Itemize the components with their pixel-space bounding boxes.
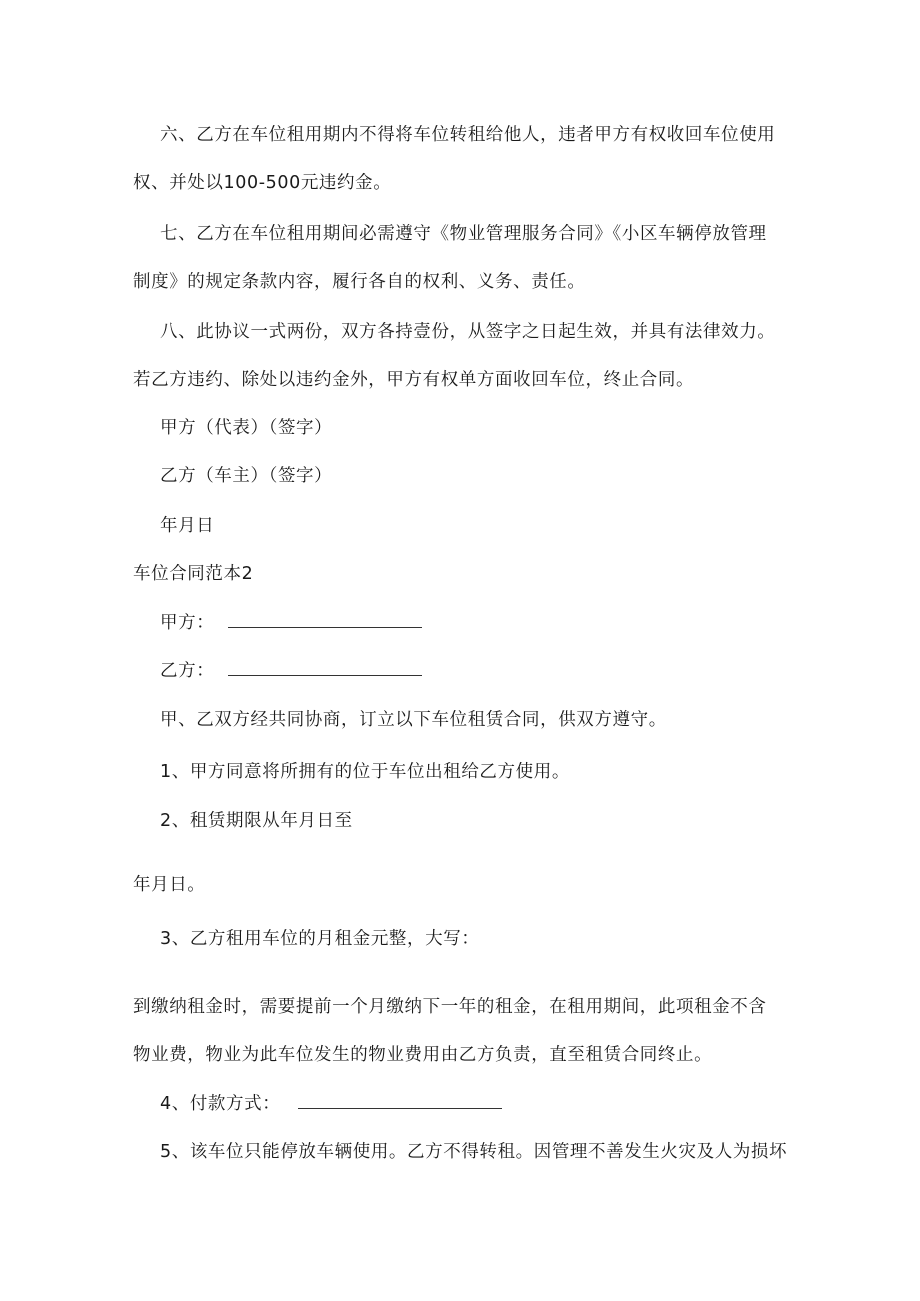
contract-intro: 甲、乙双方经共同协商，订立以下车位租赁合同，供双方遵守。 xyxy=(160,710,667,730)
clause-6-line-2: 权、并处以100-500元违约金。 xyxy=(133,173,392,193)
clause-7-line-2: 制度》的规定条款内容，履行各自的权利、义务、责任。 xyxy=(133,272,586,292)
item-2-continued: 年月日。 xyxy=(133,875,206,895)
party-a-blank xyxy=(228,611,422,628)
party-a-label: 甲方： xyxy=(160,613,215,633)
item-2: 2、租赁期限从年月日至 xyxy=(160,811,353,831)
rent-note-line-2: 物业费，物业为此车位发生的物业费用由乙方负责，直至租赁合同终止。 xyxy=(133,1045,713,1065)
item-3: 3、乙方租用车位的月租金元整，大写： xyxy=(160,929,480,949)
signature-date: 年月日 xyxy=(160,516,215,536)
rent-note-line-1: 到缴纳租金时，需要提前一个月缴纳下一年的租金，在租用期间，此项租金不含 xyxy=(133,997,767,1017)
clause-7-line-1: 七、乙方在车位租用期间必需遵守《物业管理服务合同》《小区车辆停放管理 xyxy=(160,224,767,244)
clause-8-line-2: 若乙方违约、除处以违约金外，甲方有权单方面收回车位，终止合同。 xyxy=(133,370,695,390)
payment-method-blank xyxy=(298,1092,502,1109)
clause-6-line-1: 六、乙方在车位租用期内不得将车位转租给他人，违者甲方有权收回车位使用 xyxy=(160,125,776,145)
signature-party-a: 甲方（代表）（签字） xyxy=(160,418,333,438)
section-title: 车位合同范本2 xyxy=(133,564,254,584)
item-5: 5、该车位只能停放车辆使用。乙方不得转租。因管理不善发生火灾及人为损坏 xyxy=(160,1142,788,1162)
party-b-row xyxy=(160,659,422,683)
signature-party-b: 乙方（车主）（签字） xyxy=(160,466,333,486)
party-a-row xyxy=(160,611,422,635)
item-4-row xyxy=(160,1092,502,1116)
payment-method-label: 4、付款方式： xyxy=(160,1094,281,1114)
item-1: 1、甲方同意将所拥有的位于车位出租给乙方使用。 xyxy=(160,762,570,782)
party-b-label: 乙方： xyxy=(160,661,215,681)
party-b-blank xyxy=(228,659,422,676)
clause-8-line-1: 八、此协议一式两份，双方各持壹份，从签字之日起生效，并具有法律效力。 xyxy=(160,322,776,342)
